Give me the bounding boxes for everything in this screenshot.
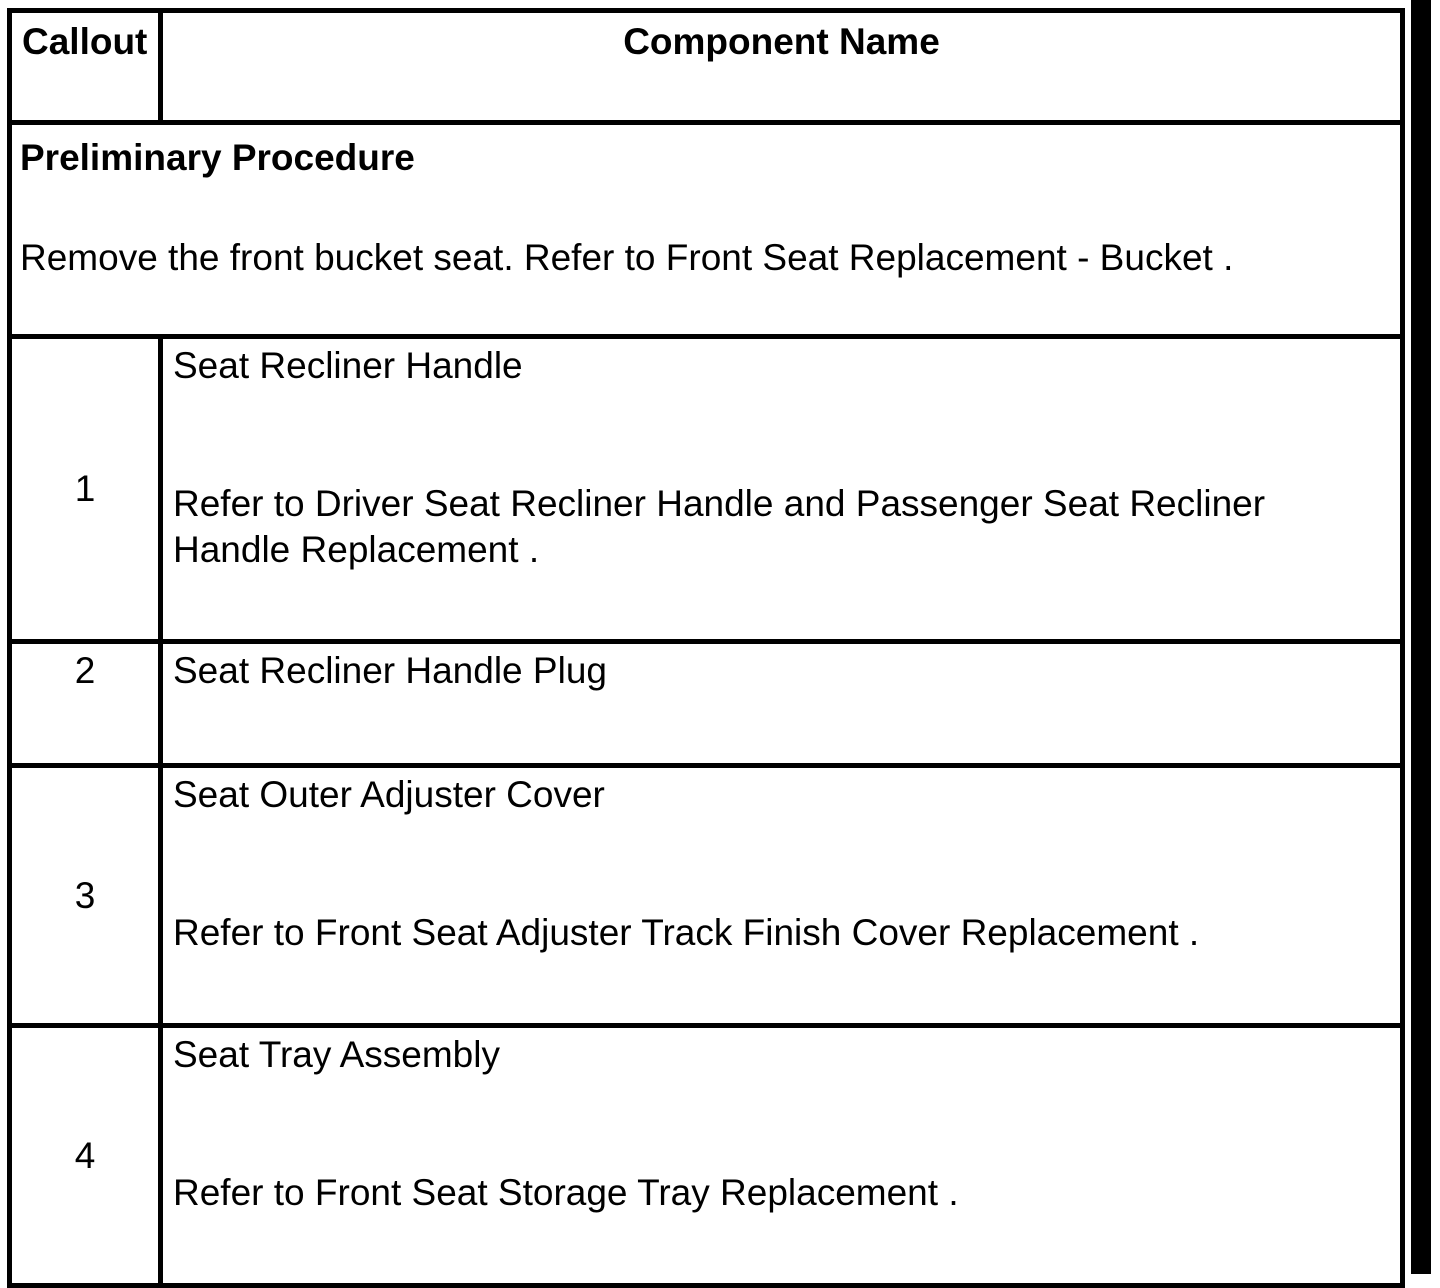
- component-name: Seat Outer Adjuster Cover: [173, 774, 605, 815]
- component-cell: [161, 1026, 1403, 1286]
- table-row: [10, 337, 1403, 642]
- table-row: [10, 642, 1403, 766]
- table-row: [10, 766, 1403, 1026]
- page-edge-bar: [1411, 0, 1431, 1274]
- component-name-column-header: Component Name: [161, 11, 1403, 123]
- component-cell: [161, 337, 1403, 642]
- component-cell: [161, 642, 1403, 766]
- callout-number: 3: [10, 766, 161, 1026]
- callout-number: 1: [10, 337, 161, 642]
- callout-number: 2: [10, 642, 161, 766]
- preliminary-procedure-text: Remove the front bucket seat. Refer to Front Seat Replacement - Bucket .: [20, 237, 1234, 278]
- component-name: Seat Recliner Handle: [173, 345, 523, 386]
- preliminary-procedure-cell: [10, 123, 1403, 337]
- component-name: Seat Recliner Handle Plug: [173, 650, 607, 691]
- table-row: [10, 1026, 1403, 1286]
- callout-number: 4: [10, 1026, 161, 1286]
- callout-column-header: Callout: [10, 11, 161, 123]
- component-reference-link[interactable]: Refer to Front Seat Adjuster Track Finish Cover Replacement .: [173, 912, 1200, 953]
- preliminary-procedure-title: Preliminary Procedure: [20, 137, 415, 178]
- components-table: [7, 8, 1405, 1288]
- component-cell: [161, 766, 1403, 1026]
- component-reference-link[interactable]: Refer to Driver Seat Recliner Handle and Passenger Seat Recliner Handle Replacement .: [173, 483, 1266, 570]
- preliminary-procedure-row: [10, 123, 1403, 337]
- component-name: Seat Tray Assembly: [173, 1034, 500, 1075]
- component-reference-link[interactable]: Refer to Front Seat Storage Tray Replacement .: [173, 1172, 959, 1213]
- table-header-row: [10, 11, 1403, 123]
